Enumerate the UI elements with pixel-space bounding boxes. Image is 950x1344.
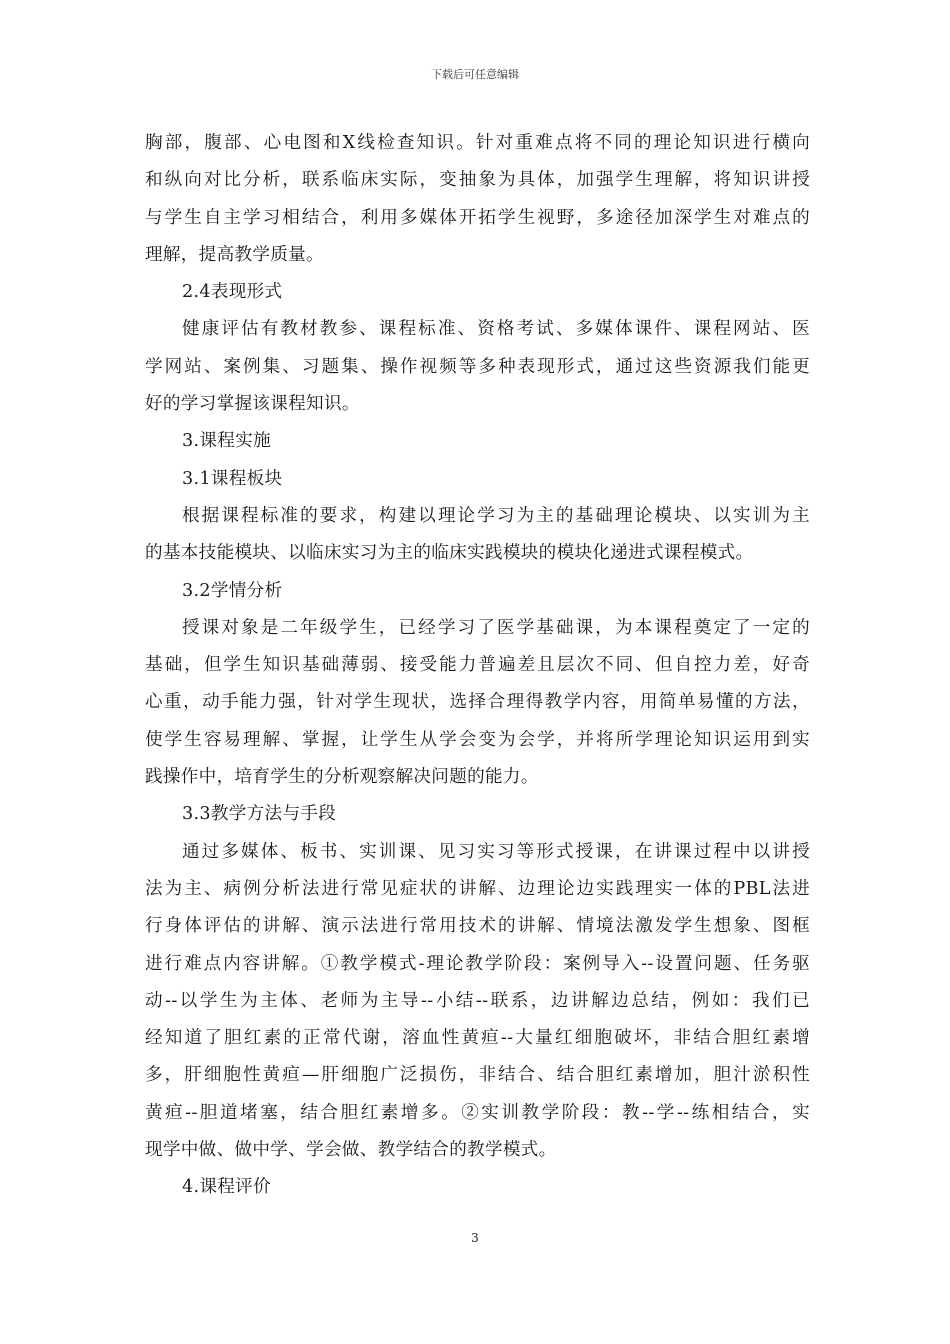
text-line: 3.课程实施	[182, 431, 271, 452]
text-line: 的基本技能模块、以临床实习为主的临床实践模块的模块化递进式课程模式。	[145, 543, 754, 564]
text-line: 4.课程评价	[182, 1177, 271, 1198]
text-line: 黄疸--胆道堵塞，结合胆红素增多。②实训教学阶段：教--学--练相结合，实	[145, 1102, 810, 1123]
text-line: 进行难点内容讲解。①教学模式-理论教学阶段：案例导入--设置问题、任务驱	[145, 953, 810, 974]
text-line: 现学中做、做中学、学会做、教学结合的教学模式。	[145, 1140, 557, 1161]
text-line: 理解，提高教学质量。	[145, 244, 324, 265]
text-line: 3.1课程板块	[182, 468, 283, 489]
text-line: 经知道了胆红素的正常代谢，溶血性黄疸--大量红细胞破坏，非结合胆红素增	[145, 1028, 810, 1049]
text-line: 通过多媒体、板书、实训课、见习实习等形式授课，在讲课过程中以讲授	[182, 841, 810, 862]
page-number: 3	[471, 1231, 479, 1245]
text-line: 授课对象是二年级学生，已经学习了医学基础课，为本课程奠定了一定的	[182, 617, 810, 638]
page-header: 下载后可任意编辑	[431, 68, 519, 81]
text-line: 胸部，腹部、心电图和X线检查知识。针对重难点将不同的理论知识进行横向	[145, 133, 810, 153]
text-line: 心重，动手能力强，针对学生现状，选择合理得教学内容，用简单易懂的方法，	[145, 692, 810, 713]
text-line: 学网站、案例集、习题集、操作视频等多种表现形式，通过这些资源我们能更	[145, 356, 810, 377]
text-line: 与学生自主学习相结合，利用多媒体开拓学生视野，多途径加深学生对难点的	[145, 207, 810, 228]
text-line: 和纵向对比分析，联系临床实际，变抽象为具体，加强学生理解，将知识讲授	[145, 170, 810, 191]
text-line: 3.3教学方法与手段	[182, 804, 337, 825]
text-line: 动--以学生为主体、老师为主导--小结--联系，边讲解边总结，例如：我们已	[145, 990, 810, 1011]
text-line: 多，肝细胞性黄疸—肝细胞广泛损伤，非结合、结合胆红素增加，胆汁淤积性	[145, 1065, 810, 1086]
text-line: 3.2学情分析	[182, 580, 283, 601]
text-line: 根据课程标准的要求，构建以理论学习为主的基础理论模块、以实训为主	[182, 505, 810, 526]
text-line: 2.4表现形式	[182, 282, 283, 303]
text-line: 好的学习掌握该课程知识。	[145, 394, 360, 415]
text-line: 健康评估有教材教参、课程标准、资格考试、多媒体课件、课程网站、医	[182, 319, 810, 340]
document-body	[145, 125, 810, 1207]
text-line: 使学生容易理解、掌握，让学生从学会变为会学，并将所学理论知识运用到实	[145, 729, 810, 750]
text-line: 践操作中，培育学生的分析观察解决问题的能力。	[145, 767, 539, 788]
text-line: 基础，但学生知识基础薄弱、接受能力普遍差且层次不同、但自控力差，好奇	[145, 655, 810, 676]
text-line: 行身体评估的讲解、演示法进行常用技术的讲解、情境法激发学生想象、图框	[145, 916, 810, 937]
text-line: 法为主、病例分析法进行常见症状的讲解、边理论边实践理实一体的PBL法进	[145, 878, 810, 899]
